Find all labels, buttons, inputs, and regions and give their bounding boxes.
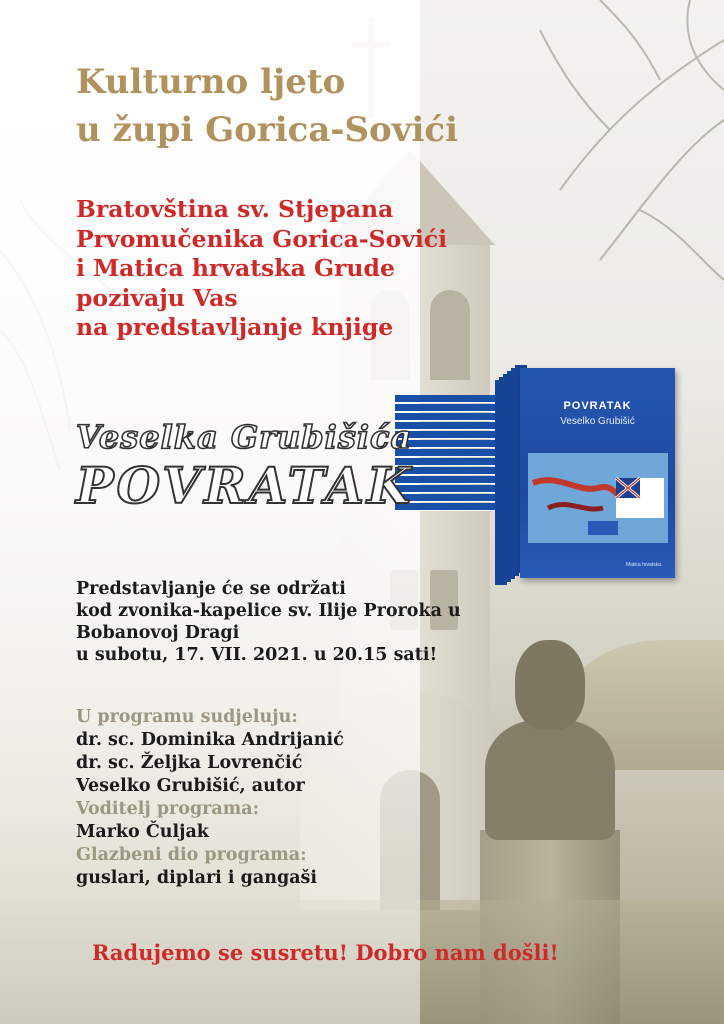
music: guslari, diplari i gangaši — [76, 868, 318, 888]
details-line: Predstavljanje će se održati — [76, 579, 346, 599]
invitation-line: na predstavljanje knjige — [76, 313, 394, 341]
participant: Veselko Grubišić, autor — [76, 776, 305, 796]
details-line: u subotu, 17. VII. 2021. u 20.15 sati! — [76, 645, 438, 665]
host: Marko Čuljak — [76, 822, 209, 842]
title-line: Kulturno ljeto — [76, 62, 346, 102]
closing-message: Radujemo se susretu! Dobro nam došli! — [92, 940, 559, 965]
book-stack-image — [395, 360, 685, 590]
book-author: Veselka Grubišića — [76, 418, 413, 456]
book-cover-publisher: Matica hrvatska — [625, 562, 661, 568]
invitation-line: Prvomučenika Gorica-Sovići — [76, 224, 448, 253]
invitation-text — [76, 195, 447, 343]
book-cover-title: POVRATAK — [563, 400, 632, 412]
book-cover-author: Veselko Grubišić — [560, 416, 635, 427]
invitation-line: pozivaju Vas — [76, 283, 238, 312]
details-line: Bobanovoj Dragi — [76, 623, 240, 643]
page-title — [76, 58, 458, 154]
participant: dr. sc. Željka Lovrenčić — [76, 753, 303, 773]
participants-label: U programu sudjeluju: — [76, 707, 298, 727]
invitation-line: i Matica hrvatska Grude — [76, 254, 395, 282]
title-line: u župi Gorica-Sovići — [76, 110, 459, 150]
program-list — [76, 706, 344, 890]
invitation-line: Bratovština sv. Stjepana — [76, 195, 394, 223]
music-label: Glazbeni dio programa: — [76, 845, 307, 865]
participant: dr. sc. Dominika Andrijanić — [76, 730, 344, 750]
details-line: kod zvonika-kapelice sv. Ilije Proroka u — [76, 601, 461, 621]
book-cover — [520, 368, 675, 578]
book-cover-illustration — [528, 453, 668, 543]
host-label: Voditelj programa: — [76, 799, 260, 819]
book-title: POVRATAK — [76, 456, 414, 515]
event-details — [76, 578, 461, 666]
